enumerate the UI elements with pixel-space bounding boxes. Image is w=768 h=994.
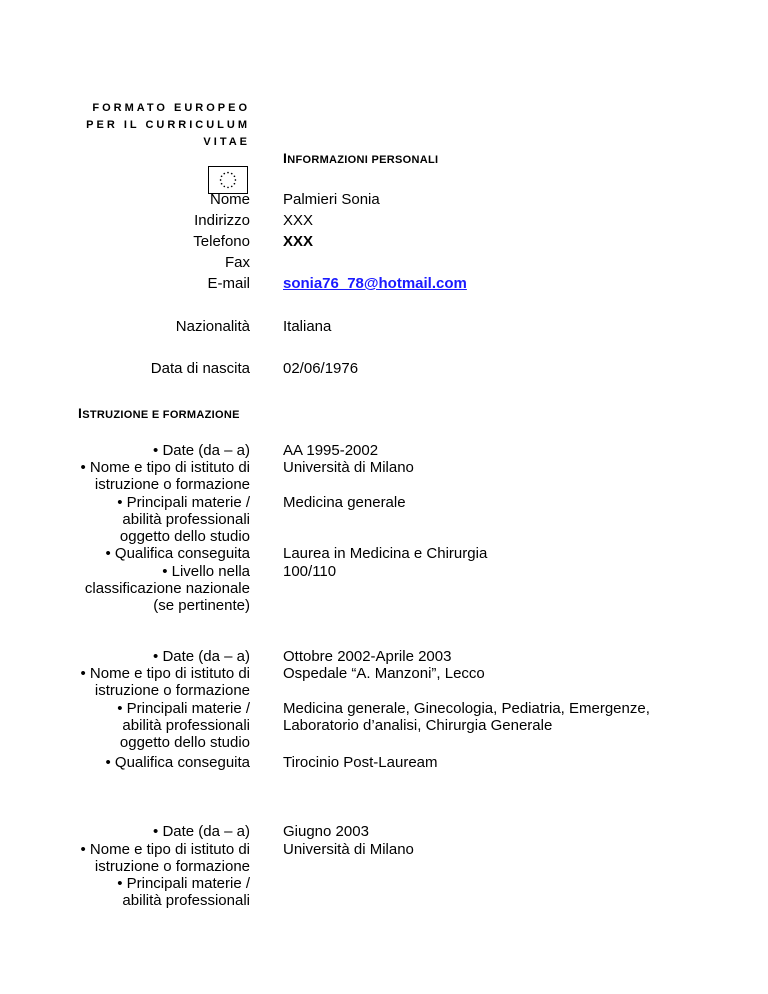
entry2-qualifica-label: • Qualifica conseguita xyxy=(105,754,250,771)
personal-info-heading-cap: I xyxy=(283,150,288,166)
entry1-materie-label-3: oggetto dello studio xyxy=(119,528,250,545)
personal-info-heading xyxy=(283,150,438,166)
entry2-date-value: Ottobre 2002-Aprile 2003 xyxy=(283,648,452,665)
title-line-1: FORMATO EUROPEO xyxy=(92,102,250,114)
entry2-materie-label-2: abilità professionali xyxy=(122,717,250,734)
eu-star xyxy=(223,173,225,175)
eu-star xyxy=(235,179,237,181)
entry3-istituto-label-1: • Nome e tipo di istituto di xyxy=(80,841,250,858)
title-line-3: VITAE xyxy=(203,136,250,148)
personal-info-heading-rest: NFORMAZIONI PERSONALI xyxy=(287,154,439,166)
entry2-date-label: • Date (da – a) xyxy=(153,648,250,665)
eu-star xyxy=(234,175,236,177)
eu-star xyxy=(220,179,222,181)
telefono-label: Telefono xyxy=(193,233,250,250)
entry2-istituto-value: Ospedale “A. Manzoni”, Lecco xyxy=(283,665,485,682)
eu-star xyxy=(231,173,233,175)
entry3-istituto-label-2: istruzione o formazione xyxy=(94,858,250,875)
entry1-livello-label-1: • Livello nella xyxy=(162,563,250,580)
entry1-livello-label-3: (se pertinente) xyxy=(153,597,250,614)
entry3-materie-label-2: abilità professionali xyxy=(122,892,250,909)
entry3-date-value: Giugno 2003 xyxy=(283,823,369,840)
education-heading xyxy=(78,405,240,421)
entry1-materie-label-2: abilità professionali xyxy=(122,511,250,528)
entry2-materie-label-1: • Principali materie / xyxy=(117,700,250,717)
eu-star xyxy=(234,183,236,185)
entry1-qualifica-label: • Qualifica conseguita xyxy=(105,545,250,562)
nascita-label: Data di nascita xyxy=(150,360,250,377)
education-heading-cap: I xyxy=(78,405,83,421)
entry1-qualifica-value: Laurea in Medicina e Chirurgia xyxy=(283,545,488,562)
eu-star xyxy=(227,172,229,174)
eu-star xyxy=(223,186,225,188)
entry1-materie-value: Medicina generale xyxy=(283,494,406,511)
entry2-istituto-label-1: • Nome e tipo di istituto di xyxy=(80,665,250,682)
fax-label: Fax xyxy=(224,254,250,271)
cv-format-title xyxy=(60,100,250,151)
entry1-materie-label-1: • Principali materie / xyxy=(117,494,250,511)
entry1-date-label: • Date (da – a) xyxy=(153,442,250,459)
email-label: E-mail xyxy=(207,275,250,292)
telefono-value: XXX xyxy=(283,233,314,250)
nome-label: Nome xyxy=(209,191,250,208)
eu-flag-icon xyxy=(208,166,248,194)
title-line-2: PER IL CURRICULUM xyxy=(86,119,250,131)
education-heading-rest: STRUZIONE E FORMAZIONE xyxy=(82,409,240,421)
eu-star xyxy=(221,175,223,177)
entry1-istituto-label-1: • Nome e tipo di istituto di xyxy=(80,459,250,476)
entry3-istituto-value: Università di Milano xyxy=(283,841,414,858)
indirizzo-label: Indirizzo xyxy=(194,212,250,229)
entry3-materie-label-1: • Principali materie / xyxy=(117,875,250,892)
entry1-livello-label-2: classificazione nazionale xyxy=(84,580,250,597)
indirizzo-value: XXX xyxy=(283,212,314,229)
entry2-istituto-label-2: istruzione o formazione xyxy=(94,682,250,699)
nazionalita-label: Nazionalità xyxy=(175,318,250,335)
entry1-livello-value: 100/110 xyxy=(283,563,337,580)
nome-value: Palmieri Sonia xyxy=(283,191,380,208)
entry3-date-label: • Date (da – a) xyxy=(153,823,250,840)
entry2-materie-value-1: Medicina generale, Ginecologia, Pediatria, Emergenze, xyxy=(283,700,650,717)
entry2-materie-value-2: Laboratorio d’analisi, Chirurgia Generale xyxy=(283,717,553,734)
entry1-date-value: AA 1995-2002 xyxy=(283,442,379,459)
eu-star xyxy=(231,186,233,188)
entry2-materie-label-3: oggetto dello studio xyxy=(119,734,250,751)
entry1-istituto-value: Università di Milano xyxy=(283,459,414,476)
email-link[interactable]: sonia76_78@hotmail.com xyxy=(283,275,467,292)
nazionalita-value: Italiana xyxy=(283,318,332,335)
eu-star xyxy=(227,187,229,189)
entry1-istituto-label-2: istruzione o formazione xyxy=(94,476,250,493)
eu-star xyxy=(221,183,223,185)
nascita-value: 02/06/1976 xyxy=(283,360,359,377)
entry2-qualifica-value: Tirocinio Post-Lauream xyxy=(283,754,438,771)
